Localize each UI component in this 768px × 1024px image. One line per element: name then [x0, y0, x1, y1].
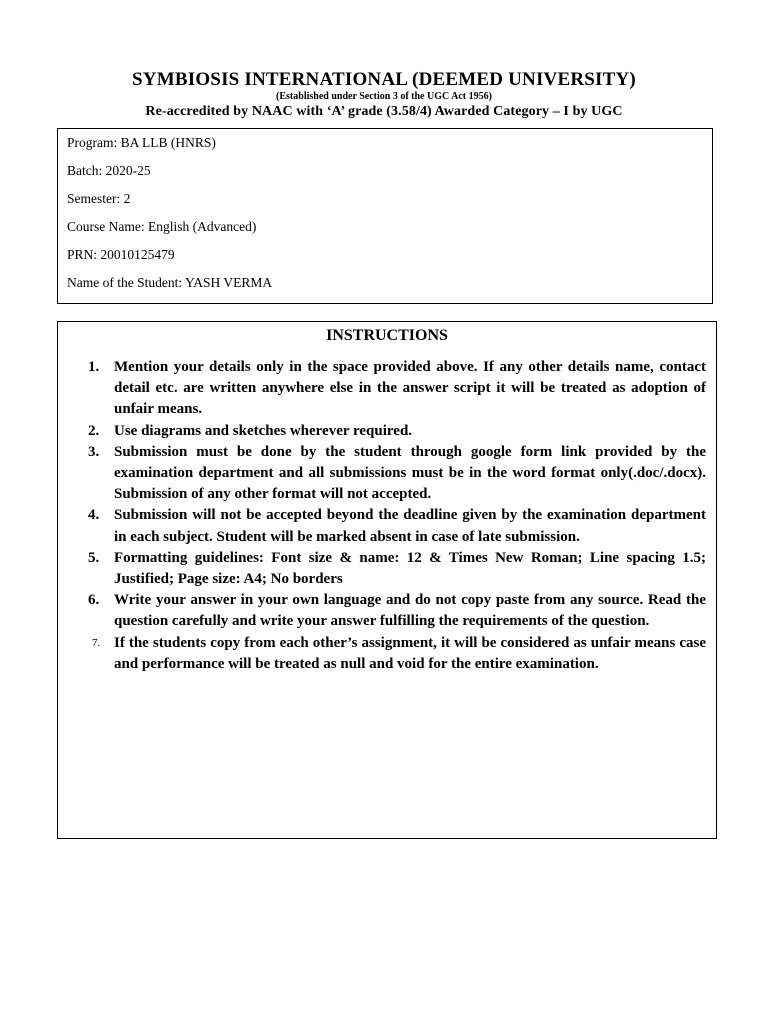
instruction-item: [58, 442, 716, 506]
instruction-text: Use diagrams and sketches wherever required.: [114, 422, 413, 439]
batch-field: Batch: 2020-25: [67, 163, 151, 178]
instruction-number: 6.: [88, 592, 100, 609]
instruction-number: 1.: [88, 359, 100, 375]
semester-field: Semester: 2: [67, 191, 131, 206]
instructions-list: [58, 357, 716, 675]
instruction-item: [58, 421, 716, 442]
instruction-text: Write your answer in your own language and do not copy paste from any source. Read the question carefully and write your answer fulfilling the requirements of the question.: [114, 592, 706, 630]
course-name-field: Course Name: English (Advanced): [67, 219, 257, 234]
instruction-item: [58, 633, 716, 675]
instruction-item: [58, 505, 716, 547]
instruction-text: Submission must be done by the student through google form link provided by the examination department and all submissions must be in the word format only(.doc/.docx). Submission of any other format will not accepted.: [114, 443, 706, 503]
instruction-item: [58, 548, 716, 590]
program-field: Program: BA LLB (HNRS): [67, 135, 216, 150]
instruction-item: [58, 357, 716, 421]
instruction-text: Formatting guidelines: Font size & name: 12 & Times New Roman; Line spacing 1.5; Justified; Page size: A4; No borders: [114, 549, 706, 588]
student-details-box: [57, 128, 713, 304]
instructions-heading: INSTRUCTIONS: [326, 327, 448, 344]
instruction-text: Mention your details only in the space provided above. If any other details name, contact detail etc. are written anywhere else in the answer script it will be treated as adoption of unfair means.: [114, 359, 706, 418]
instruction-number: 3.: [88, 443, 100, 460]
instruction-number: 5.: [88, 549, 100, 566]
instruction-number: 2.: [88, 422, 100, 439]
prn-field: PRN: 20010125479: [67, 247, 175, 262]
instructions-box: [57, 321, 717, 839]
instruction-text: Submission will not be accepted beyond the deadline given by the examination department in each subject. Student will be marked absent in case of late submission.: [114, 507, 706, 545]
student-name-field: Name of the Student: YASH VERMA: [67, 275, 273, 290]
established-note: (Established under Section 3 of the UGC Act 1956): [276, 91, 492, 102]
university-title: SYMBIOSIS INTERNATIONAL (DEEMED UNIVERSITY): [132, 69, 636, 90]
instruction-number: 7.: [92, 636, 101, 649]
instruction-number: 4.: [88, 507, 100, 524]
instruction-text: If the students copy from each other’s assignment, it will be considered as unfair means case and performance will be treated as null and void for the entire examination.: [114, 634, 706, 672]
accreditation-line: Re-accredited by NAAC with ‘A’ grade (3.58/4) Awarded Category – I by UGC: [145, 104, 623, 119]
instruction-item: [58, 590, 716, 632]
